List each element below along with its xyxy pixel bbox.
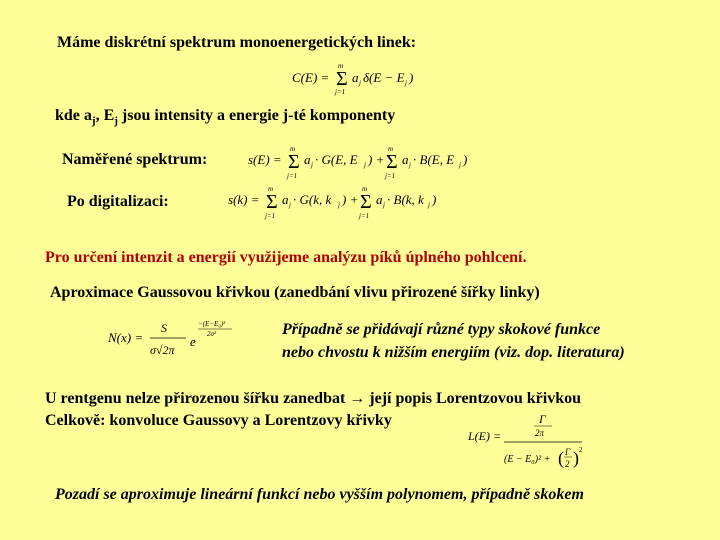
svg-text:m: m [268,185,274,193]
svg-text:a: a [402,152,409,167]
svg-text:L(E) =: L(E) = [468,429,502,443]
svg-text:j=1: j=1 [359,212,370,220]
svg-text:Γ: Γ [565,447,571,457]
svg-text:2: 2 [579,446,583,454]
svg-text:) +: ) + [342,192,359,207]
svg-text:· B(k, k: · B(k, k [387,192,424,207]
equation-gaussian [106,314,236,362]
equation-digitized-spectrum [226,182,441,222]
svg-text:j: j [428,201,430,209]
svg-text:j: j [409,161,411,169]
svg-text:j: j [311,161,313,169]
step-function-note-line2: nebo chvostu k nižším energiím (viz. dop. literatura) [282,344,625,361]
svg-text:s(k) =: s(k) = [228,192,260,207]
components-text: kde $a_j$, $E_j$ jsou intensity a energie j-té komponenty [55,107,396,128]
svg-text:e: e [190,334,196,349]
svg-text:σ√2π: σ√2π [150,343,175,357]
svg-text:j: j [359,79,361,87]
svg-text:) +: ) + [368,152,385,167]
svg-text:2σ²: 2σ² [207,330,217,338]
svg-text:j: j [289,201,291,209]
svg-text:2π: 2π [535,428,545,438]
svg-text:m: m [290,145,296,153]
svg-text:j=1: j=1 [265,212,276,220]
digitization-label: Po digitalizaci: [67,193,169,210]
svg-text:j=1: j=1 [385,172,396,180]
svg-text:j: j [405,79,407,87]
convolution-text: Celkově: konvoluce Gaussovy a Lorentzovy křivky [45,412,392,429]
svg-text:δ(E − E: δ(E − E [363,70,405,85]
gauss-approximation-text: Aproximace Gaussovou křivkou (zanedbání vlivu přirozené šířky linky) [50,284,540,301]
svg-text:· B(E, E: · B(E, E [413,152,455,167]
svg-text:j: j [383,201,385,209]
svg-text:C(E) =: C(E) = [292,70,330,85]
equation-discrete-spectrum [288,58,418,98]
svg-text:): ) [463,152,468,167]
svg-text:m: m [338,62,344,70]
svg-text:a: a [282,192,289,207]
svg-text:j: j [459,161,461,169]
svg-text:N(x) =: N(x) = [108,330,144,345]
svg-text:· G(k, k: · G(k, k [293,192,332,207]
svg-text:Σ: Σ [386,151,398,173]
svg-text:· G(E, E: · G(E, E [315,152,358,167]
analysis-note: Pro určení intenzit a energií využijeme analýzu píků úplného pohlcení. [45,249,527,266]
svg-text:s(E) =: s(E) = [248,152,282,167]
svg-text:j: j [364,161,366,169]
svg-text:j=1: j=1 [287,172,298,180]
svg-text:(E − E₀)² +: (E − E₀)² + [504,454,551,465]
equation-lorentzian [466,410,586,474]
svg-text:a: a [304,152,311,167]
equation-measured-spectrum [246,142,471,182]
svg-text:Σ: Σ [360,191,372,213]
xray-lorentz-text: U rentgenu nelze přirozenou šířku zanedbat → její popis Lorentzovou křivkou [45,390,582,407]
svg-text:m: m [388,145,394,153]
svg-text:): ) [409,70,414,85]
svg-text:m: m [362,185,368,193]
intro-text: Máme diskrétní spektrum monoenergetických linek: [57,34,417,51]
background-approximation-text: Pozadí se aproximuje lineární funkcí nebo vyšším polynomem, případně skokem [55,486,584,503]
step-function-note-line1: Případně se přidávají různé typy skokové funkce [282,321,601,338]
svg-text:Σ: Σ [336,68,348,90]
svg-text:): ) [432,192,437,207]
svg-text:Γ: Γ [539,412,546,426]
svg-text:a: a [352,70,359,85]
svg-text:): ) [573,448,579,468]
svg-text:Σ: Σ [288,151,300,173]
svg-text:(: ( [558,448,564,468]
svg-text:j=1: j=1 [335,88,346,96]
svg-text:2: 2 [565,459,570,469]
measured-spectrum-label: Naměřené spektrum: [62,151,208,168]
svg-text:j: j [338,201,340,209]
svg-text:Σ: Σ [266,191,278,213]
svg-text:S: S [161,321,167,335]
svg-text:a: a [376,192,383,207]
svg-text:−(E−E₀)²: −(E−E₀)² [198,320,226,328]
